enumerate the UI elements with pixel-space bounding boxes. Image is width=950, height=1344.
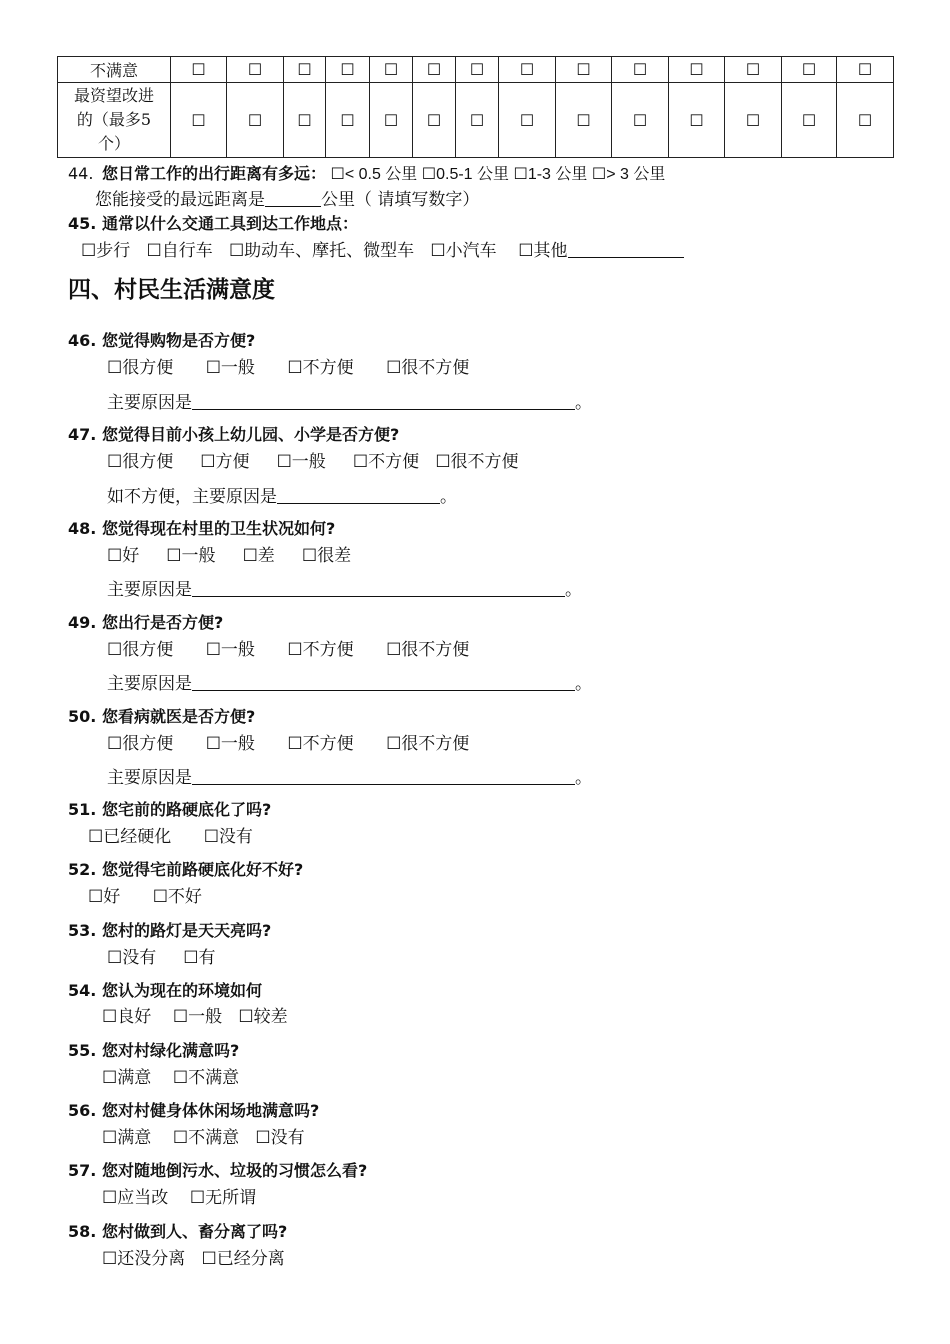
question-text: 您看病就医是否方便?: [102, 707, 256, 726]
option[interactable]: ☐一般: [276, 452, 326, 472]
reason-label: 主要原因是: [107, 580, 192, 600]
checkbox[interactable]: ☐: [370, 83, 413, 158]
option[interactable]: ☐很不方便: [435, 452, 519, 472]
label-line: 的（最多5: [76, 110, 152, 129]
checkbox[interactable]: ☐: [326, 83, 370, 158]
option[interactable]: ☐步行: [81, 241, 131, 261]
option[interactable]: ☐没有: [107, 948, 157, 968]
question-44: [68, 161, 665, 184]
option[interactable]: ☐其他: [518, 241, 568, 261]
option[interactable]: ☐好: [88, 887, 121, 907]
option[interactable]: ☐0.5-1 公里: [421, 166, 510, 183]
question-58: [68, 1219, 287, 1242]
option[interactable]: ☐不满意: [172, 1128, 240, 1148]
option[interactable]: ☐差: [242, 546, 275, 566]
question-53: [68, 918, 271, 941]
question-number: 53.: [68, 921, 97, 940]
satisfaction-table: [57, 56, 894, 158]
checkbox[interactable]: ☐: [499, 57, 556, 83]
question-52: [68, 857, 303, 880]
reason-field[interactable]: [277, 487, 440, 504]
checkbox[interactable]: ☐: [326, 57, 370, 83]
q50-options: [107, 729, 469, 754]
reason-field[interactable]: [192, 768, 575, 785]
question-text: 您出行是否方便?: [102, 613, 224, 632]
question-number: 56.: [68, 1101, 97, 1120]
option[interactable]: ☐很不方便: [386, 734, 470, 754]
period: 。: [575, 768, 592, 788]
option[interactable]: ☐已经硬化: [88, 827, 172, 847]
question-number: 44.: [68, 164, 94, 183]
question-number: 58.: [68, 1222, 97, 1241]
question-54: [68, 978, 262, 1001]
question-text: 通常以什么交通工具到达工作地点：: [102, 214, 359, 233]
reason-label: 主要原因是: [107, 674, 192, 694]
q49-reason: [107, 669, 592, 694]
question-number: 57.: [68, 1161, 97, 1180]
sub-prefix: 您能接受的最远距离是: [95, 190, 265, 210]
q46-options: [107, 353, 469, 378]
question-45: [68, 211, 358, 234]
checkbox[interactable]: ☐: [725, 83, 782, 158]
reason-field[interactable]: [192, 674, 575, 691]
question-number: 54.: [68, 981, 97, 1000]
question-number: 51.: [68, 800, 97, 819]
q45-options: [81, 236, 684, 261]
option[interactable]: ☐很不方便: [386, 358, 470, 378]
option[interactable]: ☐良好: [102, 1007, 152, 1027]
option[interactable]: ☐不方便: [287, 734, 354, 754]
reason-field[interactable]: [192, 393, 575, 410]
question-text: 您觉得购物是否方便?: [102, 331, 256, 350]
q46-reason: [107, 388, 592, 413]
question-text: 您对村绿化满意吗?: [102, 1041, 240, 1060]
question-number: 55.: [68, 1041, 97, 1060]
period: 。: [440, 487, 457, 507]
option[interactable]: ☐不方便: [352, 452, 420, 472]
question-text: 您对随地倒污水、垃圾的习惯怎么看?: [102, 1161, 368, 1180]
question-number: 49.: [68, 613, 97, 632]
checkbox[interactable]: ☐: [456, 83, 499, 158]
period: 。: [565, 580, 582, 600]
option[interactable]: ☐1-3 公里: [513, 166, 588, 183]
checkbox[interactable]: ☐: [556, 57, 612, 83]
question-text: 您觉得宅前路硬底化好不好?: [102, 860, 304, 879]
question-number: 45.: [68, 214, 97, 233]
question-text: 您村做到人、畜分离了吗?: [102, 1222, 288, 1241]
option[interactable]: ☐方便: [200, 452, 250, 472]
question-48: [68, 516, 335, 539]
reason-label: 主要原因是: [107, 393, 192, 413]
option[interactable]: ☐满意: [102, 1128, 152, 1148]
checkbox[interactable]: ☐: [284, 83, 326, 158]
question-number: 48.: [68, 519, 97, 538]
question-text: 您觉得目前小孩上幼儿园、小学是否方便?: [102, 425, 400, 444]
question-text: 您村的路灯是天天亮吗?: [102, 921, 272, 940]
checkbox[interactable]: ☐: [413, 57, 456, 83]
period: 。: [575, 393, 592, 413]
option[interactable]: ☐很不方便: [386, 640, 470, 660]
question-47: [68, 422, 399, 445]
checkbox[interactable]: ☐: [456, 57, 499, 83]
q47-reason: [107, 482, 457, 507]
checkbox[interactable]: ☐: [499, 83, 556, 158]
checkbox[interactable]: ☐: [725, 57, 782, 83]
q48-options: [107, 541, 351, 566]
option[interactable]: ☐没有: [203, 827, 253, 847]
checkbox[interactable]: ☐: [227, 83, 284, 158]
table-row: [58, 83, 894, 158]
option[interactable]: ☐不满意: [172, 1068, 240, 1088]
option[interactable]: ☐一般: [205, 734, 255, 754]
option[interactable]: ☐很方便: [107, 358, 174, 378]
option[interactable]: ☐助动车、摩托、微型车: [228, 241, 415, 261]
q57-options: [102, 1183, 256, 1208]
option[interactable]: ☐好: [107, 546, 140, 566]
option[interactable]: ☐无所谓: [189, 1188, 257, 1208]
label-line: 个）: [97, 134, 130, 153]
q55-options: [102, 1063, 239, 1088]
q51-options: [88, 822, 253, 847]
reason-label: 如不方便，主要原因是: [107, 487, 277, 507]
question-56: [68, 1098, 319, 1121]
checkbox[interactable]: ☐: [669, 57, 725, 83]
option[interactable]: ☐自行车: [146, 241, 213, 261]
distance-field[interactable]: [265, 190, 321, 207]
option[interactable]: ☐没有: [255, 1128, 305, 1148]
question-55: [68, 1038, 239, 1061]
label-line: 最资望改进: [73, 86, 154, 105]
q50-reason: [107, 763, 592, 788]
q44-sub: [95, 185, 479, 210]
option[interactable]: ☐已经分离: [201, 1249, 285, 1269]
row-label-dissatisfied: 不满意: [58, 57, 171, 83]
checkbox[interactable]: ☐: [413, 83, 456, 158]
option[interactable]: ☐应当改: [102, 1188, 169, 1208]
question-number: 52.: [68, 860, 97, 879]
sub-suffix: 公里（ 请填写数字）: [321, 190, 480, 210]
q49-options: [107, 635, 469, 660]
checkbox[interactable]: ☐: [556, 83, 612, 158]
option[interactable]: ☐还没分离: [102, 1249, 186, 1269]
option[interactable]: ☐小汽车: [430, 241, 497, 261]
table-row: [58, 57, 894, 83]
question-number: 50.: [68, 707, 97, 726]
checkbox[interactable]: ☐: [227, 57, 284, 83]
option[interactable]: ☐很方便: [107, 452, 174, 472]
question-50: [68, 704, 255, 727]
q48-reason: [107, 575, 582, 600]
option[interactable]: ☐一般: [205, 358, 255, 378]
option[interactable]: ☐很差: [301, 546, 352, 566]
checkbox[interactable]: ☐: [612, 57, 669, 83]
option[interactable]: ☐一般: [205, 640, 255, 660]
checkbox[interactable]: ☐: [171, 57, 227, 83]
q47-options: [107, 447, 519, 472]
checkbox[interactable]: ☐: [171, 83, 227, 158]
question-number: 47.: [68, 425, 97, 444]
question-46: [68, 328, 255, 351]
checkbox[interactable]: ☐: [669, 83, 725, 158]
option[interactable]: ☐不好: [152, 887, 202, 907]
question-51: [68, 797, 271, 820]
row-label-most-improve: [58, 83, 171, 158]
option[interactable]: ☐很方便: [107, 734, 174, 754]
checkbox[interactable]: ☐: [782, 57, 837, 83]
question-text: 您觉得现在村里的卫生状况如何?: [102, 519, 336, 538]
option[interactable]: ☐满意: [102, 1068, 152, 1088]
option[interactable]: ☐< 0.5 公里: [330, 166, 418, 183]
question-text: 您对村健身体休闲场地满意吗?: [102, 1101, 320, 1120]
question-57: [68, 1158, 367, 1181]
question-text: 您宅前的路硬底化了吗?: [102, 800, 272, 819]
reason-label: 主要原因是: [107, 768, 192, 788]
checkbox[interactable]: ☐: [284, 57, 326, 83]
checkbox[interactable]: ☐: [370, 57, 413, 83]
question-number: 46.: [68, 331, 97, 350]
checkbox[interactable]: ☐: [837, 83, 894, 158]
option[interactable]: ☐有: [183, 948, 216, 968]
option[interactable]: ☐一般: [166, 546, 216, 566]
question-text: 您日常工作的出行距离有多远：: [102, 164, 327, 183]
q52-options: [88, 882, 202, 907]
other-field[interactable]: [568, 241, 684, 258]
option[interactable]: ☐一般: [172, 1007, 223, 1027]
checkbox[interactable]: ☐: [782, 83, 837, 158]
option[interactable]: ☐不方便: [287, 640, 354, 660]
section-title: 四、村民生活满意度: [68, 277, 275, 303]
q53-options: [107, 943, 216, 968]
q54-options: [102, 1002, 288, 1027]
option[interactable]: ☐很方便: [107, 640, 174, 660]
checkbox[interactable]: ☐: [837, 57, 894, 83]
q56-options: [102, 1123, 305, 1148]
period: 。: [575, 674, 592, 694]
reason-field[interactable]: [192, 580, 565, 597]
question-text: 您认为现在的环境如何: [102, 981, 263, 1000]
option[interactable]: ☐> 3 公里: [591, 166, 666, 183]
option[interactable]: ☐较差: [238, 1007, 288, 1027]
q58-options: [102, 1244, 285, 1269]
option[interactable]: ☐不方便: [287, 358, 354, 378]
question-49: [68, 610, 223, 633]
checkbox[interactable]: ☐: [612, 83, 669, 158]
